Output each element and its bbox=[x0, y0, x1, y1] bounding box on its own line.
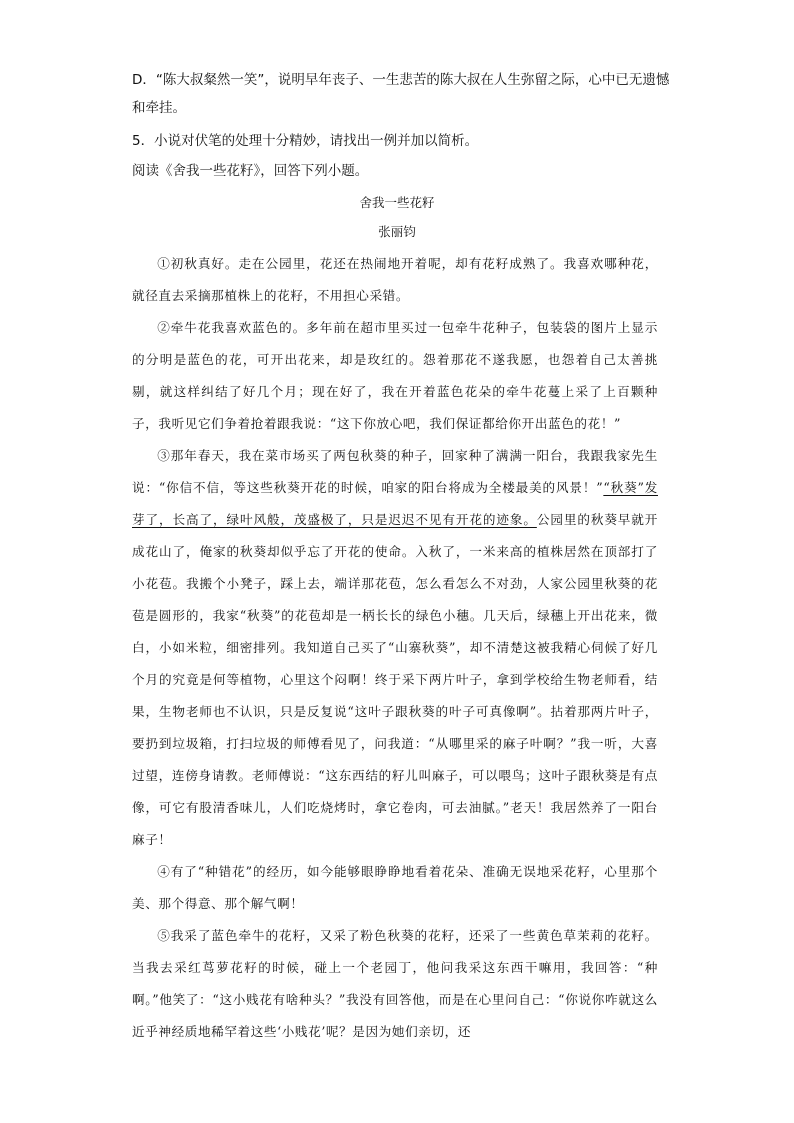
question-block bbox=[132, 66, 672, 190]
paragraph-2: ②牵牛花我喜欢蓝色的。多年前在超市里买过一包牵牛花种子，包装袋的图片上显示的分明是蓝色的花，可开出花来，却是玫红的。怨着那花不遂我愿，也怨着自己太善挑剔，就这样纠结了好几个月；现在好了，我在开着蓝色花朵的牵牛花蔓上采了上百颗种子，我听见它们争着抢着跟我说：“这下你放心吧，我们保证都给你开出蓝色的花！” bbox=[132, 320, 658, 431]
paragraph-1: ①初秋真好。走在公园里，花还在热闹地开着呢，却有花籽成熟了。我喜欢哪种花，就径直去采摘那植株上的花籽，不用担心采错。 bbox=[132, 256, 658, 303]
article-title: 舍我一些花籽 bbox=[359, 195, 435, 210]
question-5-text: 5．小说对伏笔的处理十分精妙，请找出一例并加以简析。 bbox=[132, 133, 479, 149]
reading-instruction: 阅读《舍我一些花籽》，回答下列小题。 bbox=[132, 163, 369, 179]
paragraph-4: ④有了“种错花”的经历，如今能够眼睁睁地看着花朵、准确无误地采花籽，心里那个美、那个得意、那个解气啊！ bbox=[132, 864, 658, 911]
article-body bbox=[132, 248, 658, 1048]
article-author: 张丽钧 bbox=[378, 224, 416, 239]
paragraph-3-part-b: 公园里的秋葵早就开成花山了，俺家的秋葵却似乎忘了开花的使命。入秋了，一米来高的植株居然在顶部打了小花苞。我搬个小凳子，踩上去，端详那花苞，怎么看怎么不对劲，人家公园里秋葵的花苞是圆形的，我家“秋葵”的花苞却是一柄长长的绿色小穗。几天后，绿穗上开出花来，微白，小如米粒，细密排列。我知道自己买了“山寨秋葵”，却不清楚这被我精心伺候了好几个月的究竟是何等植物，心里这个闷啊！终于采下两片叶子，拿到学校给生物老师看，结果，生物老师也不认识，只是反复说“这叶子跟秋葵的叶子可真像啊”。拈着那两片叶子，要扔到垃圾箱，打扫垃圾的师傅看见了，问我道：“从哪里采的麻子叶啊？”我一听，大喜过望，连傍身请教。老师傅说：“这东西结的籽儿叫麻子，可以喂鸟；这叶子跟秋葵是有点像，可它有股清香味儿，人们吃烧烤时，拿它卷肉，可去油腻。”老天！我居然养了一阳台麻子！ bbox=[132, 512, 658, 847]
underlined-sentence: “秋葵”发芽了，长高了，绿叶风般，茂盛极了，只是迟迟不见有开花的迹象。 bbox=[132, 480, 658, 527]
option-d-text: D．“陈大叔粲然一笑”，说明早年丧子、一生悲苦的陈大叔在人生弥留之际，心中已无遗憾和牵挂。 bbox=[132, 72, 670, 116]
paragraph-3-part-a: ③那年春天，我在菜市场买了两包秋葵的种子，回家种了满满一阳台，我跟我家先生说：“你信不信，等这些秋葵开花的时候，咱家的阳台将成为全楼最美的风景！” bbox=[132, 448, 658, 495]
paragraph-3 bbox=[132, 440, 658, 856]
paragraph-5: ⑤我采了蓝色牵牛的花籽，又采了粉色秋葵的花籽，还采了一些黄色草茉莉的花籽。当我去采红茑萝花籽的时候，碰上一个老园丁，他问我采这东西干嘛用，我回答：“种啊。”他笑了：“这小贱花有啥种头？”我没有回答他，而是在心里问自己：“你说你咋就这么近乎神经质地稀罕着这些‘小贱花’呢？是因为她们亲切，还 bbox=[132, 928, 658, 1039]
